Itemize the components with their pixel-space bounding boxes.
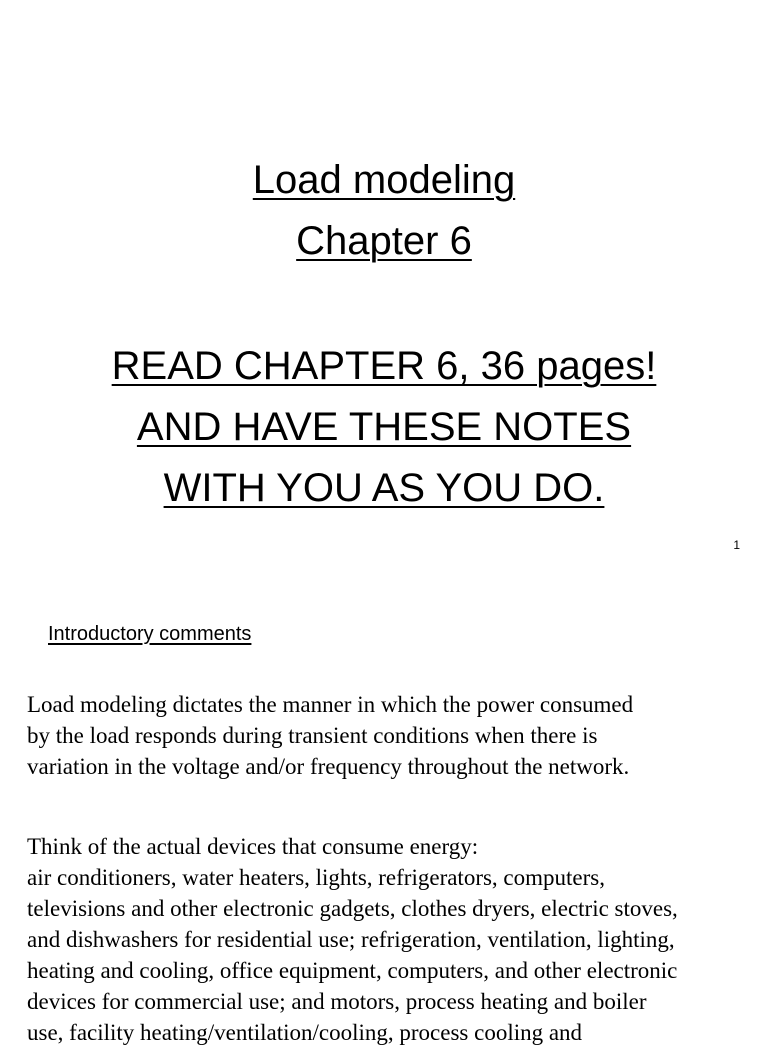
title-line-1: Load modeling <box>252 158 516 202</box>
title-line-2: Chapter 6 <box>296 219 472 263</box>
notice-line-2: AND HAVE THESE NOTES <box>136 405 632 449</box>
slide-title <box>0 150 768 272</box>
slide-2 <box>0 565 768 1045</box>
section-heading: Introductory comments <box>48 623 252 645</box>
reading-notice <box>0 336 768 519</box>
page-number: 1 <box>733 538 740 552</box>
paragraph-load-modeling: Load modeling dictates the manner in which the power consumed by the load responds during transient conditions when there is variation in the voltage and/or frequency throughout the network. <box>27 692 634 779</box>
paragraph-devices: Think of the actual devices that consume energy: air conditioners, water heaters, lights, refrigerators, computers, televisions and other electronic gadgets, clothes dryers, electric stoves, and dishwashers for residential use; refrigeration, ventilation, lighting, heating and cooling, office equipment, computers, and other electronic devices for commercial use; and motors, process heating and boiler use, facility heating/ventilation/cooling, process cooling and <box>27 834 678 1045</box>
notice-line-1: READ CHAPTER 6, 36 pages! <box>111 344 657 388</box>
notice-line-3: WITH YOU AS YOU DO. <box>163 466 605 510</box>
